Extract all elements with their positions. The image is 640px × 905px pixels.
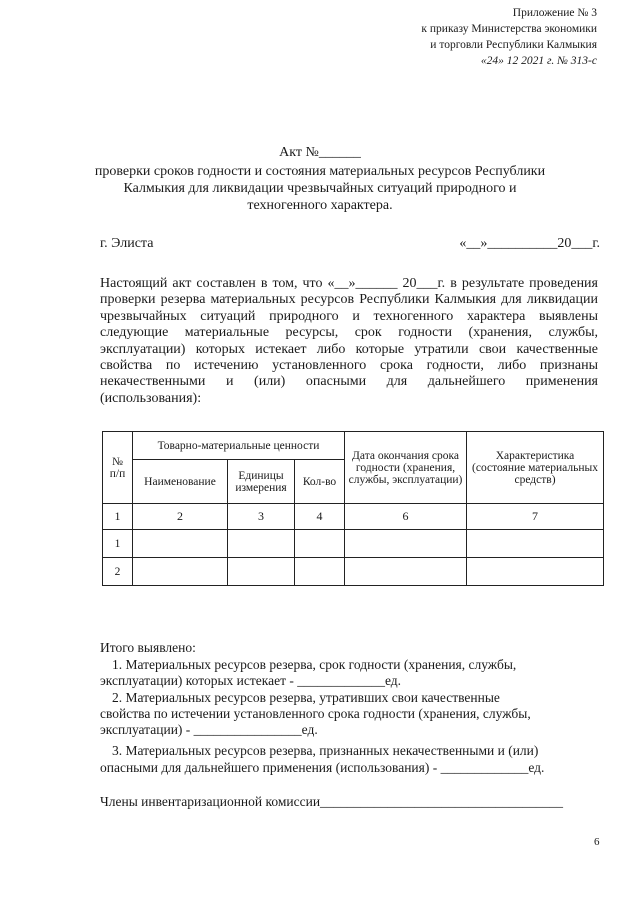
summary-item-1b: эксплуатации) которых истекает - _____________ед. bbox=[100, 673, 402, 688]
appendix-block bbox=[421, 5, 597, 69]
row-number: 1 bbox=[103, 530, 133, 558]
header-name: Наименование bbox=[133, 460, 228, 504]
num-cell: 3 bbox=[228, 504, 295, 530]
appendix-line-4: «24» 12 2021 г. № 313-с bbox=[480, 55, 597, 67]
header-characteristic: Характеристика (состояние материальных средств) bbox=[467, 432, 604, 504]
number-row bbox=[103, 504, 604, 530]
summary-item-2b: свойства по истечении установленного срока годности (хранения, службы, bbox=[100, 706, 531, 721]
appendix-line-2: к приказу Министерства экономики bbox=[421, 23, 597, 35]
act-title-line-2: проверки сроков годности и состояния материальных ресурсов Республики bbox=[94, 164, 546, 179]
header-qty: Кол-во bbox=[295, 460, 345, 504]
header-unit: Единицы измерения bbox=[228, 460, 295, 504]
header-group: Товарно-материальные ценности bbox=[133, 432, 345, 460]
summary-item-1a: 1. Материальных ресурсов резерва, срок годности (хранения, службы, bbox=[112, 657, 517, 672]
row-number: 2 bbox=[103, 558, 133, 586]
appendix-line-1: Приложение № 3 bbox=[512, 7, 597, 19]
intro-paragraph: Настоящий акт составлен в том, что «__»______ 20___г. в результате проведения проверки резерва материальных ресурсов Республики Калмыкия для ликвидации чрезвычайных ситуаций природного и техногенного характера выявлены следующие материальные ресурсы, срок годности (хранения, службы, эксплуатации) которых истекает либо которые утратили свои качественные свойства по истечению установленного срока годности, либо признаны некачественными и (или) опасными для дальнейшего применения (использования): bbox=[100, 276, 598, 406]
summary-item-2a: 2. Материальных ресурсов резерва, утративших свои качественные bbox=[112, 690, 500, 705]
summary-heading: Итого выявлено: bbox=[100, 640, 196, 655]
num-cell: 7 bbox=[467, 504, 604, 530]
summary-item-3a: 3. Материальных ресурсов резерва, признанных некачественными и (или) bbox=[112, 743, 539, 758]
date-field: «__»__________20___г. bbox=[459, 236, 600, 251]
resources-table bbox=[102, 431, 604, 586]
table-row bbox=[103, 558, 604, 586]
act-title-line-3: Калмыкия для ликвидации чрезвычайных ситуаций природного и bbox=[123, 181, 517, 196]
act-title: Акт №______ bbox=[279, 145, 361, 160]
summary-item-3b: опасными для дальнейшего применения (использования) - _____________ед. bbox=[100, 760, 545, 775]
header-date: Дата окончания срока годности (хранения, службы, эксплуатации) bbox=[345, 432, 467, 504]
act-title-line-4: техногенного характера. bbox=[247, 198, 393, 213]
num-cell: 2 bbox=[133, 504, 228, 530]
appendix-line-3: и торговли Республики Калмыкия bbox=[430, 39, 597, 51]
summary-item-2c: эксплуатации) - ________________ед. bbox=[100, 722, 318, 737]
table-row bbox=[103, 530, 604, 558]
num-cell: 1 bbox=[103, 504, 133, 530]
page-number: 6 bbox=[594, 836, 600, 848]
num-cell: 4 bbox=[295, 504, 345, 530]
commission-members: Члены инвентаризационной комиссии____________________________________ bbox=[100, 794, 564, 809]
num-cell: 6 bbox=[345, 504, 467, 530]
header-no: № п/п bbox=[103, 432, 133, 504]
place: г. Элиста bbox=[100, 236, 154, 251]
